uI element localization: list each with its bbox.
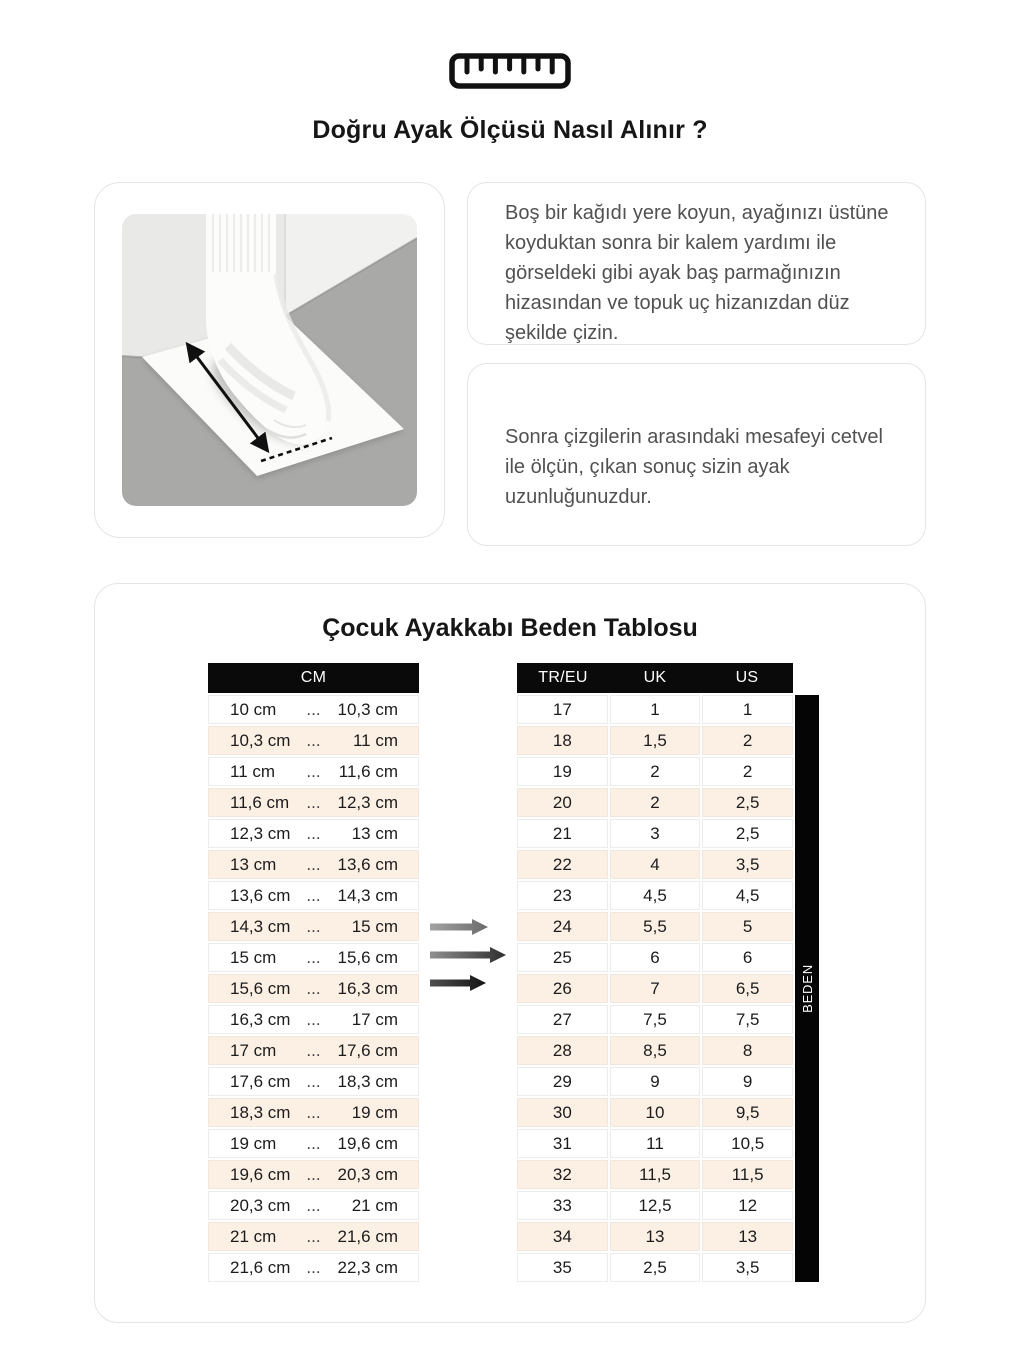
size-tr-eu-value: 30 [517, 1098, 608, 1127]
size-us-value: 2,5 [702, 819, 793, 848]
size-uk-value: 11 [610, 1129, 701, 1158]
size-table-row [517, 1222, 793, 1251]
size-us-value: 3,5 [702, 850, 793, 879]
cm-table-row [208, 1160, 419, 1189]
cm-table-row [208, 788, 419, 817]
cm-range-start: 20,3 cm [230, 1195, 291, 1215]
cm-range-start: 21 cm [230, 1226, 277, 1246]
cm-range-start: 10,3 cm [230, 730, 291, 750]
cm-range-separator: ... [306, 792, 321, 812]
size-uk-value: 2 [610, 757, 701, 786]
size-uk-value: 13 [610, 1222, 701, 1251]
cm-range-end: 18,3 cm [337, 1071, 398, 1091]
cm-table-row [208, 974, 419, 1003]
cm-table-rows [208, 695, 419, 1282]
size-tr-eu-value: 27 [517, 1005, 608, 1034]
size-header-tr-eu: TR/EU [538, 669, 588, 686]
size-table-row [517, 1098, 793, 1127]
beden-side-label [795, 695, 819, 1282]
size-us-value: 11,5 [702, 1160, 793, 1189]
cm-table [208, 663, 419, 1282]
cm-range-start: 18,3 cm [230, 1102, 291, 1122]
cm-range-start: 10 cm [230, 699, 277, 719]
size-us-value: 6 [702, 943, 793, 972]
size-tr-eu-value: 31 [517, 1129, 608, 1158]
cm-range-end: 19,6 cm [337, 1133, 398, 1153]
size-tr-eu-value: 34 [517, 1222, 608, 1251]
cm-table-row [208, 1191, 419, 1220]
cm-range-start: 11,6 cm [230, 792, 290, 812]
ruler-icon [449, 53, 571, 94]
cm-range-end: 15 cm [351, 916, 398, 936]
size-table-title: Çocuk Ayakkabı Beden Tablosu [322, 614, 698, 642]
size-us-value: 3,5 [702, 1253, 793, 1282]
size-table-row [517, 1005, 793, 1034]
size-table-row [517, 726, 793, 755]
size-uk-value: 4,5 [610, 881, 701, 910]
cm-table-header: CM [208, 663, 419, 693]
instruction-step-2-text: Sonra çizgilerin arasındaki mesafeyi cetvel ile ölçün, çıkan sonuç sizin ayak uzunluğunuzdur. [505, 426, 883, 508]
size-table-row [517, 695, 793, 724]
cm-range-separator: ... [306, 699, 321, 719]
cm-range-end: 21 cm [351, 1195, 398, 1215]
cm-range-separator: ... [306, 1071, 321, 1091]
cm-range-start: 19,6 cm [230, 1164, 291, 1184]
size-tr-eu-value: 19 [517, 757, 608, 786]
cm-range-end: 17 cm [351, 1009, 398, 1029]
size-table-row [517, 974, 793, 1003]
cm-range-start: 13,6 cm [230, 885, 291, 905]
cm-range-separator: ... [306, 1133, 321, 1153]
size-table-header [517, 663, 793, 693]
cm-table-row [208, 1036, 419, 1065]
size-table-row [517, 881, 793, 910]
cm-range-separator: ... [306, 1226, 321, 1246]
cm-range-start: 11 cm [230, 761, 276, 781]
size-table-row [517, 819, 793, 848]
cm-range-end: 14,3 cm [337, 885, 398, 905]
cm-range-end: 11 cm [352, 730, 398, 750]
size-us-value: 9 [702, 1067, 793, 1096]
size-us-value: 4,5 [702, 881, 793, 910]
cm-range-start: 12,3 cm [230, 823, 291, 843]
foot-measurement-photo [122, 214, 417, 506]
cm-range-start: 17,6 cm [230, 1071, 291, 1091]
cm-range-separator: ... [306, 730, 321, 750]
cm-range-separator: ... [306, 823, 321, 843]
cm-range-separator: ... [306, 761, 321, 781]
size-uk-value: 3 [610, 819, 701, 848]
cm-range-separator: ... [306, 1040, 321, 1060]
size-tr-eu-value: 17 [517, 695, 608, 724]
size-uk-value: 1,5 [610, 726, 701, 755]
size-uk-value: 10 [610, 1098, 701, 1127]
cm-range-start: 17 cm [230, 1040, 277, 1060]
size-us-value: 9,5 [702, 1098, 793, 1127]
size-us-value: 8 [702, 1036, 793, 1065]
size-tr-eu-value: 29 [517, 1067, 608, 1096]
size-us-value: 6,5 [702, 974, 793, 1003]
size-table-row [517, 1191, 793, 1220]
size-table-row [517, 850, 793, 879]
cm-range-separator: ... [306, 1195, 321, 1215]
cm-range-end: 21,6 cm [337, 1226, 398, 1246]
size-us-value: 12 [702, 1191, 793, 1220]
cm-table-row [208, 695, 419, 724]
cm-range-end: 19 cm [351, 1102, 398, 1122]
instruction-step-2 [467, 363, 926, 546]
size-table-row [517, 1036, 793, 1065]
cm-table-row [208, 757, 419, 786]
cm-table-row [208, 1253, 419, 1282]
size-uk-value: 12,5 [610, 1191, 701, 1220]
cm-table-row [208, 943, 419, 972]
instruction-steps [467, 182, 926, 546]
cm-table-row [208, 819, 419, 848]
size-tr-eu-value: 35 [517, 1253, 608, 1282]
size-tr-eu-value: 26 [517, 974, 608, 1003]
size-tr-eu-value: 18 [517, 726, 608, 755]
page-header [0, 0, 1020, 145]
size-us-value: 7,5 [702, 1005, 793, 1034]
size-uk-value: 7,5 [610, 1005, 701, 1034]
cm-range-end: 13,6 cm [337, 854, 398, 874]
size-us-value: 2 [702, 757, 793, 786]
size-uk-value: 2,5 [610, 1253, 701, 1282]
size-table-row [517, 788, 793, 817]
cm-table-row [208, 1098, 419, 1127]
size-us-value: 10,5 [702, 1129, 793, 1158]
cm-range-end: 15,6 cm [337, 947, 398, 967]
cm-range-separator: ... [306, 1164, 321, 1184]
cm-range-end: 13 cm [351, 823, 398, 843]
cm-range-end: 10,3 cm [337, 699, 398, 719]
size-tr-eu-value: 20 [517, 788, 608, 817]
size-uk-value: 5,5 [610, 912, 701, 941]
size-tr-eu-value: 23 [517, 881, 608, 910]
cm-range-end: 16,3 cm [337, 978, 398, 998]
size-uk-value: 2 [610, 788, 701, 817]
size-table-row [517, 1067, 793, 1096]
cm-table-row [208, 1005, 419, 1034]
size-table-row [517, 1129, 793, 1158]
cm-range-separator: ... [306, 1257, 321, 1277]
cm-range-end: 11,6 cm [338, 761, 398, 781]
size-uk-value: 7 [610, 974, 701, 1003]
size-us-value: 1 [702, 695, 793, 724]
size-table-row [517, 912, 793, 941]
cm-range-separator: ... [306, 916, 321, 936]
cm-range-start: 19 cm [230, 1133, 277, 1153]
size-tr-eu-value: 33 [517, 1191, 608, 1220]
size-header-us: US [735, 669, 759, 686]
cm-table-row [208, 1067, 419, 1096]
cm-range-end: 17,6 cm [337, 1040, 398, 1060]
cm-range-separator: ... [306, 854, 321, 874]
cm-range-start: 14,3 cm [230, 916, 291, 936]
cm-table-row [208, 1222, 419, 1251]
page-title: Doğru Ayak Ölçüsü Nasıl Alınır ? [312, 116, 708, 144]
cm-table-row [208, 850, 419, 879]
cm-range-end: 12,3 cm [337, 792, 398, 812]
cm-range-start: 15 cm [230, 947, 277, 967]
instruction-step-1 [467, 182, 926, 345]
cm-range-separator: ... [306, 885, 321, 905]
size-table-row [517, 943, 793, 972]
cm-range-start: 21,6 cm [230, 1257, 291, 1277]
size-uk-value: 1 [610, 695, 701, 724]
cm-range-end: 22,3 cm [337, 1257, 398, 1277]
size-tr-eu-value: 25 [517, 943, 608, 972]
size-table-row [517, 1253, 793, 1282]
size-us-value: 13 [702, 1222, 793, 1251]
cm-range-separator: ... [306, 1102, 321, 1122]
cm-range-start: 16,3 cm [230, 1009, 291, 1029]
size-uk-value: 6 [610, 943, 701, 972]
size-table-row [517, 757, 793, 786]
size-tr-eu-value: 21 [517, 819, 608, 848]
beden-label-text: BEDEN [799, 964, 815, 1013]
cm-range-end: 20,3 cm [337, 1164, 398, 1184]
size-tr-eu-value: 32 [517, 1160, 608, 1189]
size-table-section [94, 583, 926, 1323]
size-uk-value: 8,5 [610, 1036, 701, 1065]
instruction-step-1-text: Boş bir kağıdı yere koyun, ayağınızı üstüne koyduktan sonra bir kalem yardımı ile görseldeki gibi ayak baş parmağınızın hizasından ve topuk uç hizanızdan düz şekilde çizin. [505, 202, 889, 344]
foot-measurement-photo-card [94, 182, 445, 538]
size-us-value: 2 [702, 726, 793, 755]
cm-table-row [208, 881, 419, 910]
size-uk-value: 4 [610, 850, 701, 879]
size-uk-value: 9 [610, 1067, 701, 1096]
size-table-row [517, 1160, 793, 1189]
cm-range-separator: ... [306, 1009, 321, 1029]
size-tr-eu-value: 28 [517, 1036, 608, 1065]
size-us-value: 5 [702, 912, 793, 941]
size-tr-eu-value: 22 [517, 850, 608, 879]
size-us-value: 2,5 [702, 788, 793, 817]
size-table [517, 663, 793, 1282]
cm-table-row [208, 1129, 419, 1158]
cm-range-start: 15,6 cm [230, 978, 291, 998]
size-table-rows [517, 695, 793, 1282]
measurement-instructions-section [94, 182, 926, 546]
cm-range-separator: ... [306, 978, 321, 998]
size-tr-eu-value: 24 [517, 912, 608, 941]
cm-range-start: 13 cm [230, 854, 277, 874]
conversion-arrows-icon [419, 913, 517, 997]
cm-table-row [208, 726, 419, 755]
cm-range-separator: ... [306, 947, 321, 967]
size-header-uk: UK [643, 669, 667, 686]
size-uk-value: 11,5 [610, 1160, 701, 1189]
cm-table-row [208, 912, 419, 941]
